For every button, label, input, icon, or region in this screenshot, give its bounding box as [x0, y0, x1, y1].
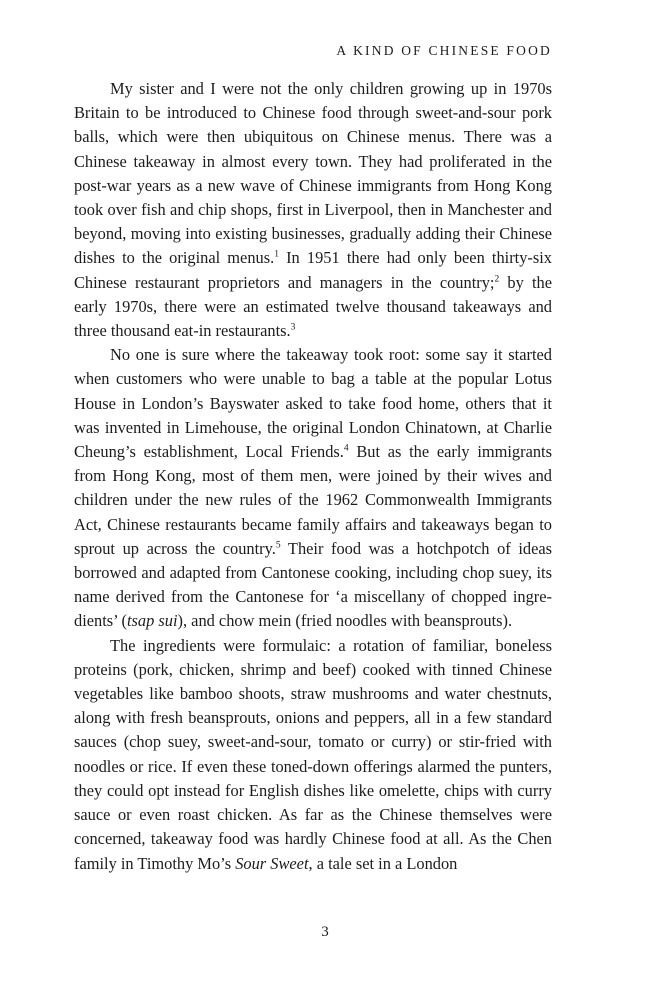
- text-segment: My sister and I were not the only children growing up in 1970s Britain to be introduced to Chinese food through sweet-and-sour pork balls, which were then ubiquitous on Chinese menus. There was a Chinese takeaway in almost every town. They had proliferated in the post-war years as a new wave of Chinese immigrants from Hong Kong took over fish and chip shops, first in Liverpool, then in Manchester and beyond, moving into existing businesses, gradually adding their Chinese dishes to the original menus.: [74, 79, 552, 268]
- footnote-ref-2: 2: [494, 274, 500, 285]
- paragraph-3: [74, 634, 552, 876]
- text-segment: But as the early immigrants from Hong Kong, most of them men, were joined by their wives and children under the new rules of the 1962 Commonwealth Immigrants Act, Chinese restaurants became family affairs and takeaways began to sprout up across the country.: [74, 442, 552, 558]
- footnote-ref-4: 4: [343, 443, 349, 454]
- paragraph-1: [74, 77, 552, 343]
- body-text: [74, 77, 552, 876]
- italic-term: tsap sui: [126, 611, 178, 631]
- text-segment: ), and chow mein (fried noodles with beansprouts).: [177, 611, 513, 631]
- text-segment: , a tale set in a London: [308, 853, 458, 873]
- text-segment: No one is sure where the takeaway took root: some say it started when customers who were unable to bag a table at the popular Lotus House in London’s Bayswater asked to take food home, others that it was invented in Limehouse, the original London Chinatown, at Charlie Cheung’s establishment, Local Friends.: [74, 345, 552, 462]
- text-segment: The ingredients were formulaic: a rotation of familiar, boneless proteins (pork, chicken, shrimp and beef) cooked with tinned Chinese vegetables like bamboo shoots, straw mushrooms and water chestnuts, along with fresh beansprouts, onions and peppers, all in a few standard sauces (chop suey, sweet-and-sour, tomato or curry) or stir-fried with noodles or rice. If even these toned-down offerings alarmed the punters, they could opt instead for English dishes like omelette, chips with curry sauce or even roast chicken. As far as the Chinese themselves were concerned, takeaway food was hardly Chinese food at all. As the Chen family in Timothy Mo’s: [74, 635, 552, 873]
- page-number: 3: [321, 924, 329, 940]
- running-head: A KIND OF CHINESE FOOD: [336, 43, 552, 58]
- footnote-ref-1: 1: [274, 249, 279, 260]
- text-segment: Their food was a hotchpotch of ideas borrowed and adapted from Cantonese cooking, including chop suey, its name derived from the Cantonese for ‘a miscellany of chopped ingredients’ (: [74, 538, 553, 631]
- footnote-ref-3: 3: [290, 322, 296, 333]
- paragraph-2: [74, 343, 552, 633]
- text-segment: In 1951 there had only been thirty-six Chinese restaurant proprietors and managers in the country;: [74, 248, 552, 292]
- text-segment: by the early 1970s, there were an estimated twelve thousand takeaways and three thousand eat-in restaurants.: [74, 272, 552, 341]
- footnote-ref-5: 5: [275, 540, 281, 551]
- book-title-italic: Sour Sweet: [235, 853, 309, 873]
